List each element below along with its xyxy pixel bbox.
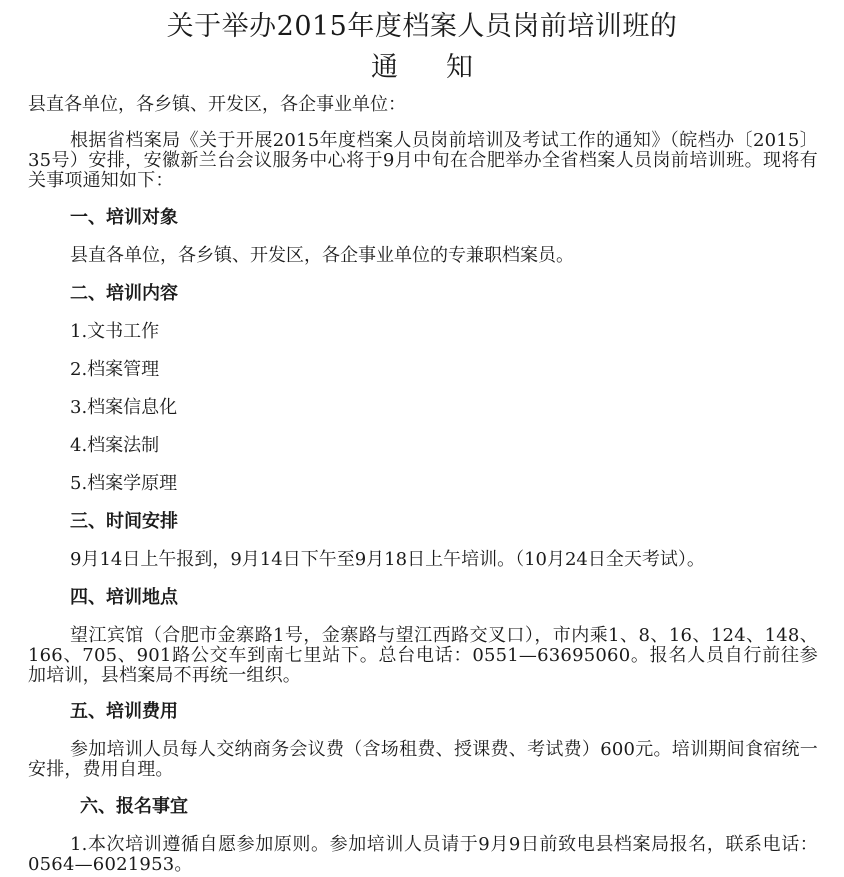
section-heading-1: 一、培训对象: [70, 207, 178, 228]
title-char-zhi: 知: [446, 52, 473, 83]
section-heading-3: 三、时间安排: [70, 511, 178, 532]
document-title-notice: [0, 51, 844, 85]
section-body-1: 县直各单位，各乡镇、开发区，各企事业单位的专兼职档案员。: [70, 245, 574, 266]
addressee: 县直各单位，各乡镇、开发区，各企事业单位：: [28, 94, 406, 115]
section-heading-5: 五、培训费用: [70, 701, 178, 722]
section-body-3: 9月14日上午报到，9月14日下午至9月18日上午培训。（10月24日全天考试）。: [70, 549, 705, 570]
section-heading-6: 六、报名事宜: [80, 796, 188, 817]
list-item: 4.档案法制: [70, 435, 160, 456]
section-body-6: 1.本次培训遵循自愿参加原则。参加培训人员请于9月9日前致电县档案局报名，联系电话：0564—6021953。: [28, 834, 818, 875]
section-body-4: 望江宾馆（合肥市金寨路1号，金寨路与望江西路交叉口），市内乘1、8、16、124、148、166、705、901路公交车到南七里站下。总台电话：0551—63695060。报名人员自行前往参加培训，县档案局不再统一组织。: [28, 625, 818, 686]
section-body-5: 参加培训人员每人交纳商务会议费（含场租费、授课费、考试费）600元。培训期间食宿统一安排，费用自理。: [28, 739, 818, 780]
section-heading-2: 二、培训内容: [70, 283, 178, 304]
document-title: 关于举办2015年度档案人员岗前培训班的: [166, 11, 678, 42]
list-item: 5.档案学原理: [70, 473, 178, 494]
list-item: 1.文书工作: [70, 321, 160, 342]
section-heading-4: 四、培训地点: [70, 587, 178, 608]
intro-paragraph: 根据省档案局《关于开展2015年度档案人员岗前培训及考试工作的通知》（皖档办〔2015〕35号）安排，安徽新兰台会议服务中心将于9月中旬在合肥举办全省档案人员岗前培训班。现将有关事项通知如下：: [28, 130, 818, 191]
list-item: 3.档案信息化: [70, 397, 178, 418]
title-char-tong: 通: [371, 52, 398, 83]
list-item: 2.档案管理: [70, 359, 160, 380]
